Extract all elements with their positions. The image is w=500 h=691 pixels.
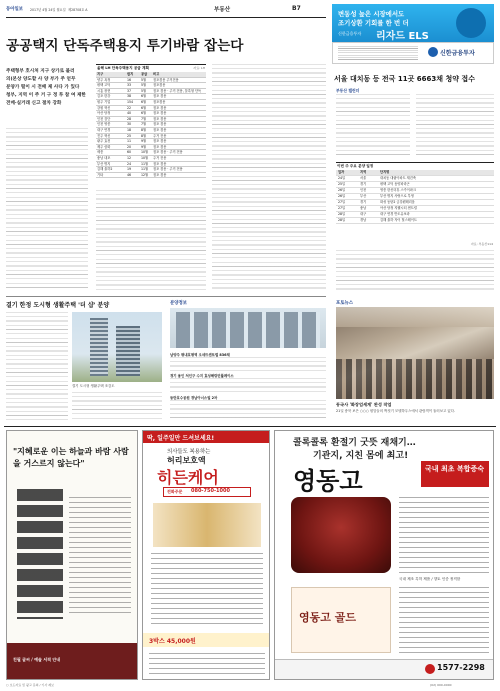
table-cell: 10월 — [140, 150, 152, 156]
table-cell: 부산 명지 사랑으로 부영 — [378, 194, 494, 200]
table-cell: 경남 — [358, 218, 378, 224]
phone-icon — [425, 664, 435, 674]
table-cell: 6월 — [140, 105, 152, 111]
right-body-2 — [416, 94, 494, 158]
issue-date: 2017년 4월 24일 월요일 — [30, 7, 66, 12]
table-cell: 평택 고덕 — [96, 83, 126, 89]
table-cell: 9월 — [140, 144, 152, 150]
table-cell: 김해 율하2 — [96, 167, 126, 173]
photo-caption: 21일 충북 보은 ○○○ 원앙들의 짝짓기 모델하우스에서 관람객이 둘러보고 있다. — [336, 409, 455, 413]
right-headline: 서울 대치동 등 전국 11곳 6663채 청약 접수 — [334, 75, 475, 83]
table-cell: 점포 겸용 — [152, 139, 206, 145]
els-ad-circle — [456, 8, 486, 38]
herbal-ad-line1: 의사들도 복용하는 — [167, 449, 211, 455]
schedule-source: 자료: 부동산114 — [470, 242, 493, 246]
table-cell: 제주 삼화 — [96, 144, 126, 150]
lede-line: 주택형부 호시처 지구 상가로 불러 — [6, 69, 75, 74]
supply-table-unit: 자료: LH — [193, 66, 205, 70]
table-cell: 영종 한신더휴 스카이파크 — [378, 188, 494, 194]
table-cell: 26일 — [336, 188, 358, 194]
table-cell: 경기 — [358, 200, 378, 206]
youngdong-ad-bottom-brand: 영동고 골드 — [299, 611, 356, 624]
table-cell: 11월 — [140, 167, 152, 173]
els-ad-brand-right: 신한금융투자 — [440, 50, 475, 57]
bottom-mid-body-3 — [170, 400, 326, 420]
table-cell: 6월 — [140, 94, 152, 100]
table-cell: 25 — [126, 133, 140, 139]
table-cell: 26일 — [336, 194, 358, 200]
supply-table — [96, 64, 206, 188]
photo-ceiling — [336, 307, 494, 327]
table-cell: 대치동 대림아파트 재건축 — [378, 176, 494, 182]
table-cell: 세종 — [96, 150, 126, 156]
table-cell: 27일 — [336, 206, 358, 212]
table-cell: 점포 겸용 — [152, 127, 206, 133]
main-body-col-2 — [96, 190, 206, 290]
youngdong-ad-sub2: 국내 제조 특허 제품 / 향토 인증 정직함 — [399, 577, 461, 581]
lede-line: 의(본상 양도할 사 양 부가 주 얻무 — [6, 77, 76, 82]
table-cell: 강원 혁신 — [96, 105, 126, 111]
table-cell: 8월 — [140, 133, 152, 139]
table-cell: 서울 — [358, 176, 378, 182]
schedule-table-grid — [336, 170, 494, 224]
table-cell: 5월 — [140, 77, 152, 83]
table-cell: 점포 겸용 — [152, 111, 206, 117]
book-ad[interactable] — [6, 430, 138, 680]
schedule-table-title: 이번 주 주요 분양 일정 — [337, 164, 374, 168]
bottom-mid-body-2 — [170, 378, 326, 392]
table-cell: 점포 겸용 — [152, 172, 206, 178]
table-header: 필지 — [126, 72, 140, 77]
right-body-1 — [336, 94, 410, 158]
herbal-ad-top: 딱, 일주일만 드셔보세요! — [147, 435, 215, 442]
bottom-mid-headline: 분양정보 — [170, 301, 187, 306]
table-cell: 7월 — [140, 116, 152, 122]
shinhan-logo-icon — [428, 47, 438, 57]
herbal-ad-brand: 히든케어 — [157, 468, 219, 487]
herbal-ad-phone-label: 전화주문 — [167, 489, 183, 494]
table-cell: 12 — [126, 155, 140, 161]
table-cell: 5월 — [140, 88, 152, 94]
footer-text: ○ 보도자료 및 광고 문의 / 기사 제보 — [6, 683, 54, 687]
els-ad-product: 리자드 ELS — [376, 31, 429, 42]
table-cell: 점포 겸용 · 주거 전용, 블록형 단독 — [152, 88, 206, 94]
table-cell: 주거 전용 — [152, 133, 206, 139]
table-cell: 10월 — [140, 155, 152, 161]
main-body-col-1 — [6, 128, 88, 290]
table-cell: 주거 전용 — [152, 155, 206, 161]
table-cell: 6월 — [140, 99, 152, 105]
table-cell: 38 — [126, 94, 140, 100]
youngdong-ad-sub: 국내 최초 복합증숙 — [425, 465, 484, 473]
table-cell: 24 — [126, 161, 140, 167]
photo-news-label: 포토뉴스 — [336, 301, 353, 306]
ads-rule — [4, 426, 496, 427]
table-cell: 점포 겸용 — [152, 116, 206, 122]
table-cell: 25일 — [336, 182, 358, 188]
els-ad-line2: 조기상환 기회를 한 번 더 — [338, 19, 409, 27]
schedule-table — [336, 162, 494, 246]
main-body-col-3 — [212, 64, 326, 290]
table-cell: 9월 — [140, 139, 152, 145]
herbal-ad[interactable] — [142, 430, 270, 680]
photo-crowd — [336, 359, 494, 399]
youngdong-ad-phone: 1577-2298 — [437, 663, 485, 672]
table-cell: 27일 — [336, 200, 358, 206]
photo-caption-title: 동국사 '화장엄세계' 완성 작업 — [336, 402, 392, 407]
book-ad-bottom: 친필 글씨 / 예술 서적 안내 — [13, 657, 61, 662]
table-cell: 점포 겸용 — [152, 122, 206, 128]
table-cell: 점포 겸용 · 주거 전용 — [152, 150, 206, 156]
herbal-ad-footer — [149, 653, 265, 677]
els-ad[interactable] — [332, 4, 494, 64]
els-ad-small-text — [338, 46, 418, 60]
bottom-left-headline: 결기 한정 도시형 생활주택 '더 샵' 분양 — [6, 302, 110, 309]
supply-table-title: 올해 LH 단독주택용지 공급 계획 — [97, 66, 149, 70]
table-cell: 대구 연경 — [96, 127, 126, 133]
table-cell: 점포 겸용 — [152, 161, 206, 167]
header-rule — [6, 17, 326, 18]
table-cell: 28일 — [336, 218, 358, 224]
youngdong-ad-brand: 영동고 — [293, 466, 363, 495]
table-header: 단지명 — [378, 170, 494, 176]
tower-left — [90, 318, 108, 376]
masthead — [6, 6, 326, 16]
building-render-image — [72, 312, 162, 382]
table-cell: 김해 율하 자이 힐스테이트 — [378, 218, 494, 224]
footer-info: (02) 000-0000 — [430, 683, 452, 687]
table-cell: 점포겸용 — [152, 99, 206, 105]
table-cell: 아산 탕정 지웰시티 센트럴 — [378, 206, 494, 212]
herbal-ad-text — [151, 553, 263, 627]
table-cell: 광주 효천 — [96, 139, 126, 145]
table-header: 지구 — [96, 72, 126, 77]
table-cell: 시흥 장현 — [96, 88, 126, 94]
table-cell: 20 — [126, 144, 140, 150]
table-cell: 37 — [126, 88, 140, 94]
table-cell: 부산 — [358, 194, 378, 200]
table-cell: 김포 한강 — [96, 94, 126, 100]
apartment-render-image — [170, 308, 326, 348]
lede-line: 전매·실거래 신고 절차 강화 — [6, 101, 62, 106]
tower-right — [116, 326, 140, 376]
table-cell: 대구 연경 반도유보라 — [378, 212, 494, 218]
table-cell: 46 — [126, 172, 140, 178]
main-headline: 공공택지 단독주택용지 투기바람 잡는다 — [6, 38, 244, 54]
table-cell: 점포 겸용 — [152, 144, 206, 150]
photo-news-image — [336, 307, 494, 399]
table-header: 비고 — [152, 72, 206, 77]
table-cell: 16 — [126, 77, 140, 83]
youngdong-ad[interactable] — [274, 430, 494, 680]
youngdong-jar-image — [291, 497, 391, 573]
table-cell: 28일 — [336, 212, 358, 218]
table-cell: 40 — [126, 111, 140, 117]
bottom-mid-item-2: 경기 용인 처인구 수지 효성해링턴플레이스 — [170, 374, 234, 378]
table-cell: 양주 옥정 — [96, 77, 126, 83]
youngdong-ad-info — [399, 587, 489, 653]
table-cell: 원주 기업 — [96, 99, 126, 105]
table-cell: 진주 혁신 — [96, 133, 126, 139]
section-rule — [6, 296, 326, 297]
table-cell: 60 — [126, 150, 140, 156]
book-ad-quote: "지혜로운 이는 하늘과 바람 사람을 거스르지 않는다" — [13, 446, 129, 468]
right-subhead: 부동산 캘린더 — [336, 88, 360, 93]
supply-table-grid — [96, 72, 206, 178]
youngdong-ad-top: 콜록콜록 환절기 굿뜻 재채기… — [293, 438, 416, 448]
youngdong-ad-text — [399, 497, 489, 573]
issue-edition: 제28708호 A — [68, 7, 88, 12]
table-cell: 24일 — [336, 176, 358, 182]
els-ad-line1: 변동성 높은 시장에서도 — [338, 10, 405, 18]
table-cell: 점포 겸용 — [152, 94, 206, 100]
herbal-product-image — [153, 503, 261, 547]
table-cell: 인천 — [358, 188, 378, 194]
table-cell: 154 — [126, 99, 140, 105]
bottom-mid-body-1 — [170, 357, 326, 371]
lede-line: 분양가 떨이 시 전배 제 사다 가 있다 — [6, 85, 80, 90]
lede-line: 청부, 지역 이 주 거 구 정 투 참 여 제한 — [6, 93, 86, 98]
book-ad-text — [69, 497, 131, 617]
table-cell: 18 — [126, 127, 140, 133]
building-caption: 결기 도시형 생활주택 조감도 — [72, 384, 115, 388]
table-cell: 19 — [126, 167, 140, 173]
paper-name: 동아일보 — [6, 7, 23, 12]
table-cell: 화성 동탄2 금강펜테리움 — [378, 200, 494, 206]
table-cell: 22 — [126, 105, 140, 111]
herbal-ad-phone: 080-750-1000 — [191, 488, 230, 494]
table-header: 지역 — [358, 170, 378, 176]
bottom-mid-item-1: 남양주 평내호평역 오네뜨센트럴 836채 — [170, 353, 230, 357]
bottom-mid-item-3: 동탄호수공원 경남아너스빌 2차 — [170, 396, 218, 400]
table-cell: 점포겸용 주거전용 — [152, 77, 206, 83]
table-cell: 점포 겸용 · 주거 전용 — [152, 167, 206, 173]
table-cell: 인천 검단 — [96, 116, 126, 122]
calligraphy-image — [17, 489, 63, 619]
bottom-left-body-1 — [6, 312, 68, 420]
section-name: 부동산 — [214, 7, 231, 13]
table-cell: 11월 — [140, 161, 152, 167]
page-number: B7 — [292, 5, 301, 12]
table-cell: 인천 영종 — [96, 122, 126, 128]
supply-table-body — [96, 77, 206, 178]
table-cell: 7월 — [140, 122, 152, 128]
table-row — [336, 218, 494, 224]
herbal-ad-line2: 허리보호액 — [167, 456, 206, 465]
table-cell: 8월 — [140, 127, 152, 133]
bottom-left-body-2 — [72, 392, 162, 420]
table-cell: 경기 — [358, 182, 378, 188]
table-cell: 충남 — [358, 206, 378, 212]
table-header: 공급 — [140, 72, 152, 77]
youngdong-ad-line2: 기관지, 지친 몸에 최고! — [313, 451, 409, 461]
right-body-3 — [336, 250, 494, 290]
table-cell: 28 — [126, 116, 140, 122]
table-header: 일자 — [336, 170, 358, 176]
herbal-ad-price: 3박스 45,000원 — [149, 638, 196, 645]
table-cell: 기타 — [96, 172, 126, 178]
table-row — [96, 172, 206, 178]
table-cell: 5월 — [140, 83, 152, 89]
main-lede — [6, 68, 86, 108]
table-cell: 12월 — [140, 172, 152, 178]
table-cell: 30 — [126, 122, 140, 128]
els-ad-brand-left: 신한금융투자 — [338, 31, 362, 36]
table-cell: 11 — [126, 139, 140, 145]
table-cell: 평택 고덕 동양파라곤 — [378, 182, 494, 188]
apartment-blocks — [176, 312, 320, 348]
table-cell: 33 — [126, 83, 140, 89]
table-cell: 6월 — [140, 111, 152, 117]
table-cell: 충남 내포 — [96, 155, 126, 161]
table-cell: 아산 탕정 — [96, 111, 126, 117]
schedule-table-body — [336, 176, 494, 224]
table-cell: 부산 명지 — [96, 161, 126, 167]
table-cell: 점포겸용 — [152, 83, 206, 89]
table-cell: 점포 겸용 — [152, 105, 206, 111]
table-cell: 대구 — [358, 212, 378, 218]
